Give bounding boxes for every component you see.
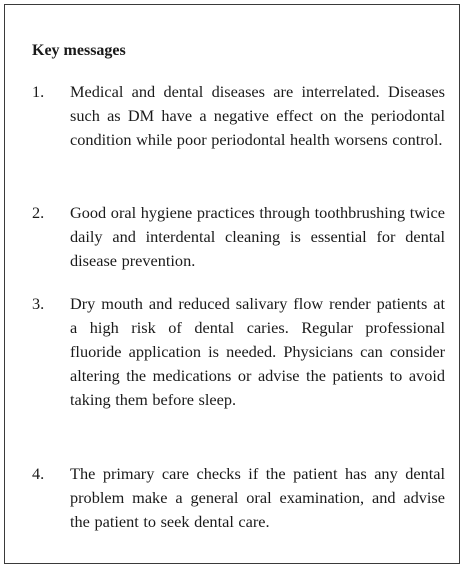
- key-messages-heading: Key messages: [32, 42, 126, 59]
- list-item-number: 2.: [32, 203, 45, 222]
- list-item-number: 1.: [32, 82, 45, 101]
- list-item-text: Dry mouth and reduced salivary flow render patients at a high risk of dental caries. Regular professional fluoride application is needed. Physicians can consider altering the medications or advise the patients to avoid taking them before sleep.: [70, 294, 445, 409]
- key-messages-box: [4, 4, 460, 564]
- list-item-number: 3.: [32, 294, 45, 313]
- list-item-text: Good oral hygiene practices through toothbrushing twice daily and interdental cleaning is essential for dental disease prevention.: [70, 203, 445, 270]
- list-item-number: 4.: [32, 464, 45, 483]
- list-item-text: Medical and dental diseases are interrelated. Diseases such as DM have a negative effect on the periodontal condition while poor periodontal health worsens control.: [70, 82, 445, 149]
- list-item-text: The primary care checks if the patient has any dental problem make a general oral examination, and advise the patient to seek dental care.: [70, 464, 445, 531]
